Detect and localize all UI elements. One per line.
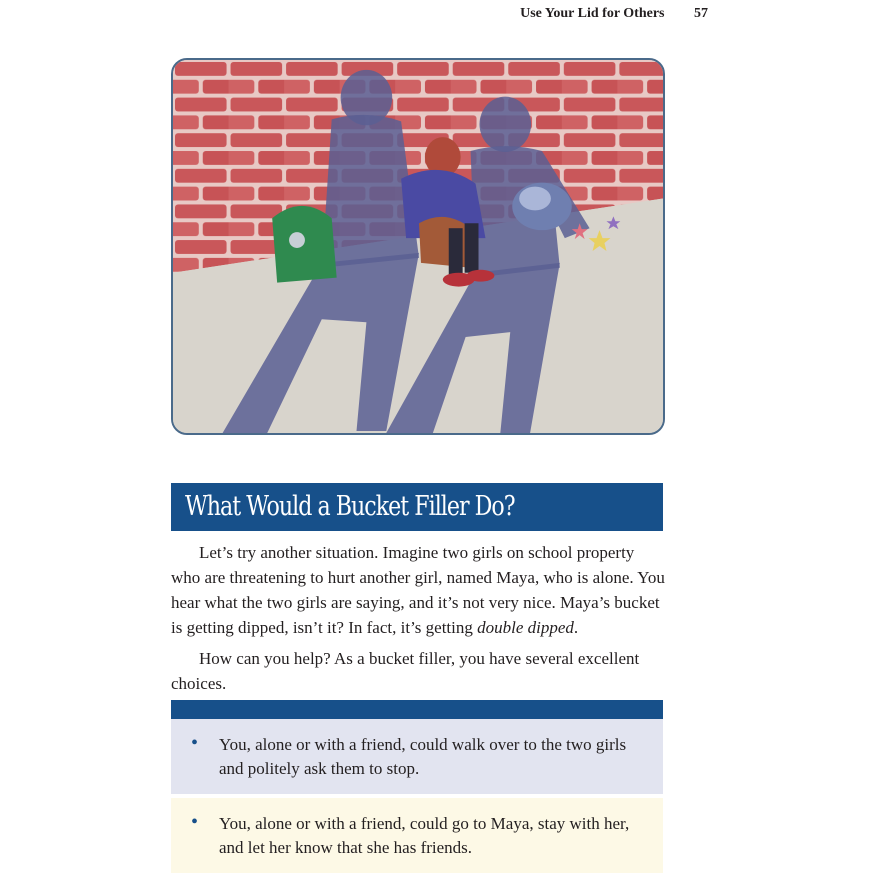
bullet-icon: • bbox=[191, 811, 199, 833]
running-head-title: Use Your Lid for Others bbox=[520, 6, 665, 21]
paragraph-1-text: Let’s try another situation. Imagine two girls on school property who are threatening to hurt another girl, named Maya, who is alone. You hear what the two girls are saying, and it’s not very nice. Maya’s bucket is getting dipped, isn’t it? In fact, it’s getting bbox=[171, 543, 665, 637]
running-head bbox=[0, 6, 708, 22]
paragraph-1-end: . bbox=[573, 618, 579, 637]
paragraph-2 bbox=[171, 646, 667, 696]
paragraph-1-emphasis: double dipped bbox=[477, 618, 574, 637]
choice-text: You, alone or with a friend, could go to Maya, stay with her, and let her know that she has friends. bbox=[219, 814, 630, 857]
section-heading-text: What Would a Bucket Filler Do? bbox=[185, 491, 515, 522]
section-heading bbox=[171, 483, 663, 531]
choices-header-bar bbox=[171, 700, 663, 719]
illustration bbox=[171, 58, 665, 435]
paragraph-2-text: How can you help? As a bucket filler, you have several excellent choices. bbox=[171, 649, 640, 693]
choice-text: You, alone or with a friend, could walk over to the two girls and politely ask them to stop. bbox=[219, 735, 627, 778]
shadow-girls-illustration-icon bbox=[173, 60, 663, 433]
choice-item bbox=[171, 798, 663, 873]
choice-item bbox=[171, 719, 663, 794]
paragraph-1 bbox=[171, 540, 667, 640]
bullet-icon: • bbox=[191, 732, 199, 754]
page-number: 57 bbox=[694, 6, 708, 21]
